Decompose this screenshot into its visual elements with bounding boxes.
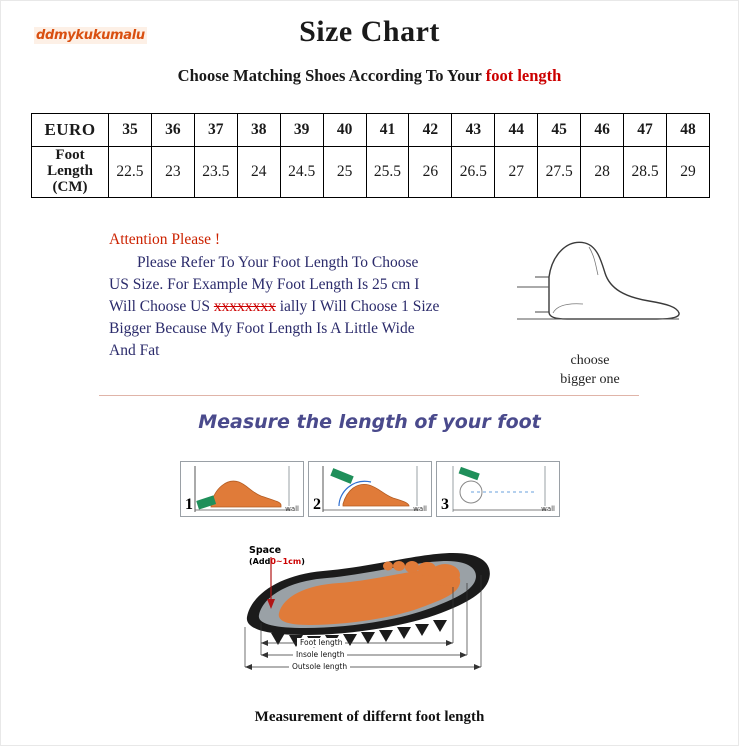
foot-length-cell: 25.5 [366,147,409,198]
attention-block [109,229,509,362]
foot-length-cell: 23 [151,147,194,198]
attention-line-2: US Size. For Example My Foot Length Is 25 cm I [109,276,420,293]
euro-cell: 36 [151,114,194,147]
attention-title: Attention Please ! [109,231,221,248]
euro-cell: 45 [538,114,581,147]
foot-length-cell: 27.5 [538,147,581,198]
row-header-euro: EURO [32,114,109,147]
foot-length-cell: 25 [323,147,366,198]
table-row-euro [32,114,710,147]
step-panel-2 [308,461,432,517]
attention-line-3-suffix: ially I Will Choose 1 Size [275,298,440,315]
page-subtitle [1,66,738,86]
measure-section-title: Measure the length of your foot [198,411,541,433]
table-row-foot-length [32,147,710,198]
callout-line-2: bigger one [560,371,620,387]
step-wall-label-3: wall [541,505,555,513]
subtitle-prefix: Choose Matching Shoes According To Your [177,66,486,85]
euro-cell: 37 [194,114,237,147]
space-prefix: (Add [249,556,271,566]
euro-cell: 38 [237,114,280,147]
foot-length-cell: 23.5 [194,147,237,198]
foot-length-cell: 29 [666,147,709,198]
foot-length-cell: 28 [581,147,624,198]
step-wall-label-2: wall [413,505,427,513]
space-suffix: ) [301,556,305,566]
euro-cell: 40 [323,114,366,147]
euro-cell: 44 [495,114,538,147]
measurement-caption: Measurement of differnt foot length [254,709,485,725]
euro-cell: 47 [624,114,667,147]
euro-cell: 39 [280,114,323,147]
foot-length-cell: 28.5 [624,147,667,198]
foot-length-cell: 24.5 [280,147,323,198]
attention-strikethrough: xxxxxxxx [213,298,276,315]
space-annotation [249,546,305,566]
step-wall-label-1: wall [285,505,299,513]
subtitle-highlight: foot length [485,66,562,85]
attention-line-3-prefix: Will Choose US [109,298,214,315]
foot-length-cell: 22.5 [109,147,152,198]
euro-cell: 43 [452,114,495,147]
euro-cell: 42 [409,114,452,147]
attention-line-4: Bigger Because My Foot Length Is A Little Wide [109,320,415,337]
euro-cell: 41 [366,114,409,147]
dimension-label-insole-length: Insole length [293,650,347,659]
dimension-label-outsole-length: Outsole length [289,662,350,671]
dimension-label-foot-length: Foot length [297,638,345,647]
step-number-1: 1 [185,496,193,513]
space-annotation-title: Space [249,545,282,556]
foot-length-cell: 27 [495,147,538,198]
step-number-2: 2 [313,496,321,513]
section-divider [99,395,639,396]
space-annotation-value [249,557,305,566]
foot-length-cell: 26 [409,147,452,198]
foot-outline-sketch-icon [497,227,712,347]
choose-bigger-callout [525,352,655,390]
measure-steps [180,461,560,517]
euro-cell: 46 [581,114,624,147]
step-panel-3 [436,461,560,517]
size-table [31,113,710,198]
space-value: 0~1cm [270,556,302,566]
attention-line-3 [109,296,509,318]
foot-length-cell: 26.5 [452,147,495,198]
brand-logo: ddmykukumalu [36,28,145,43]
page-title: Size Chart [299,15,440,48]
callout-line-1: choose [570,353,610,368]
step-panel-1 [180,461,304,517]
attention-line-1: Please Refer To Your Foot Length To Choose [137,254,419,271]
euro-cell: 48 [666,114,709,147]
attention-line-5: And Fat [109,342,160,359]
step-number-3: 3 [441,496,449,513]
euro-cell: 35 [109,114,152,147]
row-header-foot-length: Foot Length (CM) [32,147,109,198]
foot-length-cell: 24 [237,147,280,198]
